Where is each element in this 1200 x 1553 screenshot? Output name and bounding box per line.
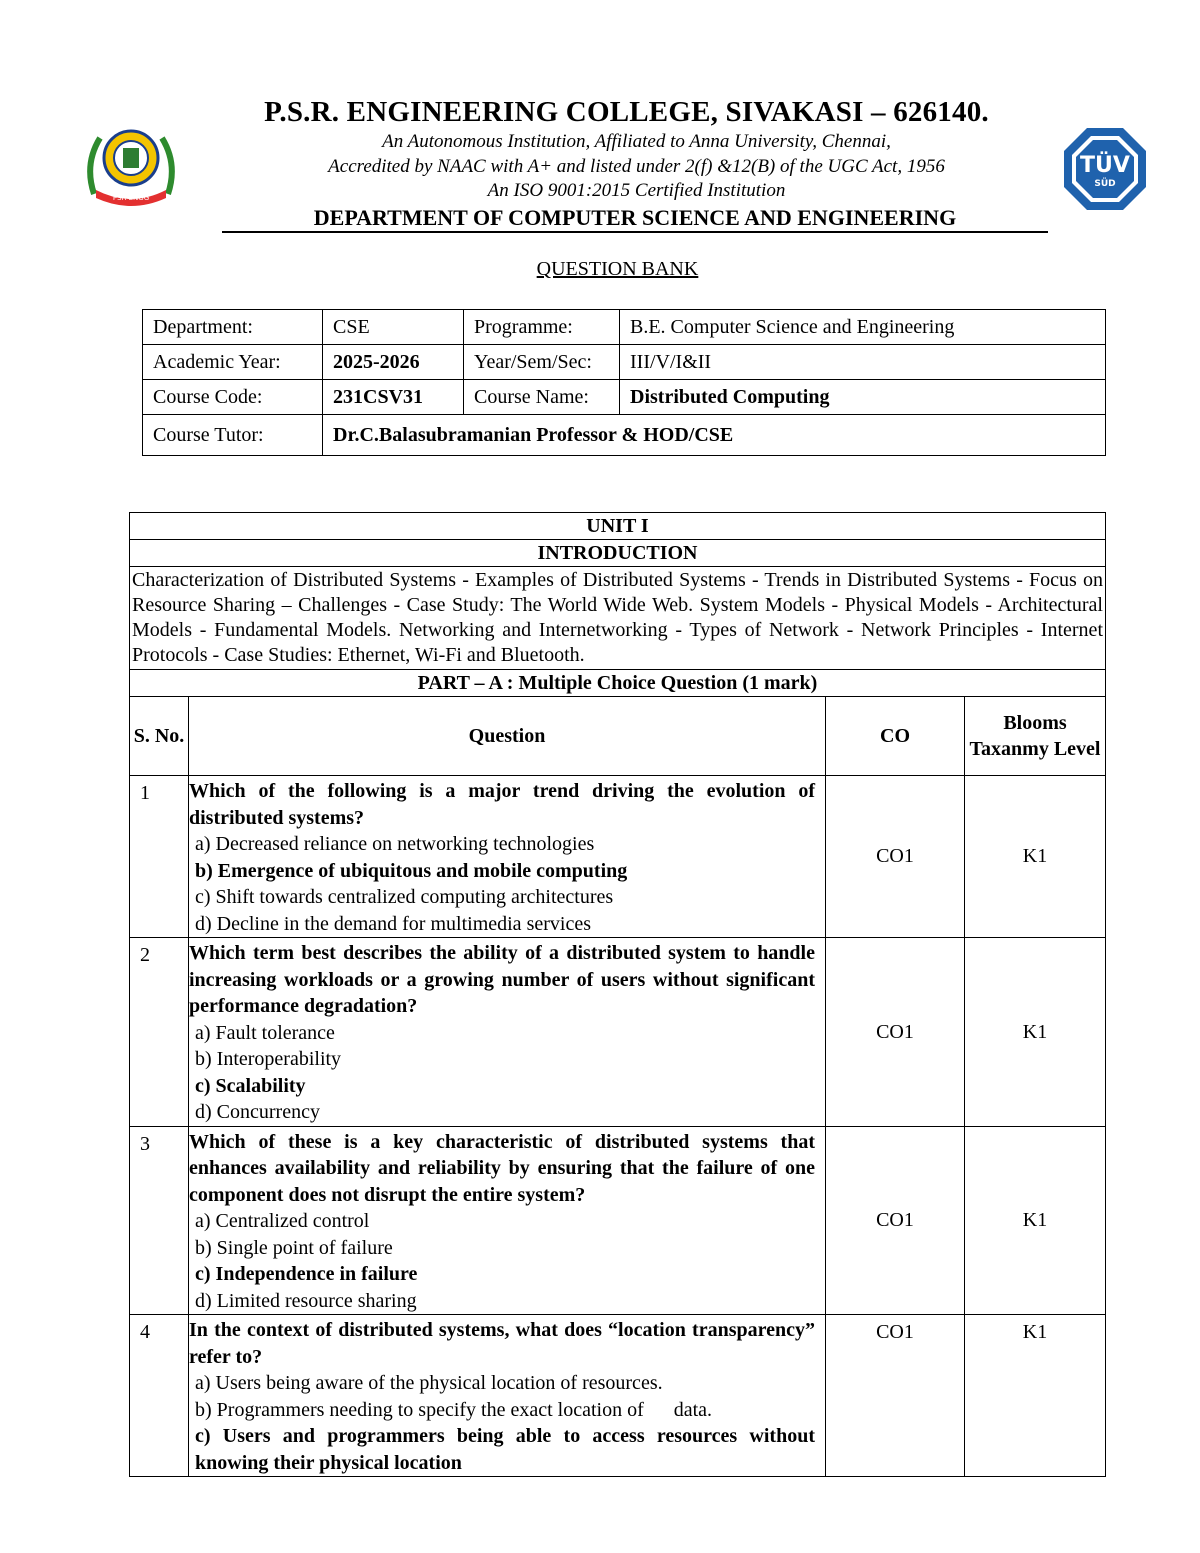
question-level: K1 <box>965 1315 1106 1477</box>
college-affiliation: An Autonomous Institution, Affiliated to Anna University, Chennai, <box>382 131 891 152</box>
svg-text:PSR ENGG: PSR ENGG <box>112 194 150 202</box>
option-c-correct: c) Independence in failure <box>195 1263 418 1285</box>
option-b-correct: b) Emergence of ubiquitous and mobile computing <box>195 859 628 882</box>
option-d: d) Limited resource sharing <box>195 1289 417 1312</box>
unit-title: INTRODUCTION <box>130 540 1106 567</box>
option-c: c) Shift towards centralized computing architectures <box>195 886 614 908</box>
question-text: Which of the following is a major trend driving the evolution of distributed systems? <box>189 780 815 829</box>
option-a: a) Users being aware of the physical location of resources. <box>195 1372 663 1394</box>
question-level: K1 <box>965 938 1106 1127</box>
info-row <box>143 415 1106 456</box>
info-value: Dr.C.Balasubramanian Professor & HOD/CSE <box>323 415 1106 456</box>
question-level: K1 <box>965 776 1106 938</box>
question-row <box>130 1126 1106 1315</box>
info-row <box>143 345 1106 380</box>
part-title: PART – A : Multiple Choice Question (1 mark) <box>130 670 1106 697</box>
question-row <box>130 938 1106 1127</box>
unit-number-row <box>130 513 1106 540</box>
col-blooms: Blooms Taxanmy Level <box>965 697 1106 776</box>
info-row <box>143 380 1106 415</box>
unit-question-table <box>129 512 1106 1477</box>
info-row <box>143 310 1106 345</box>
question-number: 4 <box>130 1315 189 1477</box>
option-b: b) Single point of failure <box>195 1236 393 1259</box>
info-label: Course Tutor: <box>143 415 323 456</box>
syllabus-row <box>130 567 1106 670</box>
part-row <box>130 670 1106 697</box>
question-co: CO1 <box>826 776 965 938</box>
course-info-table <box>142 309 1106 456</box>
col-co: CO <box>826 697 965 776</box>
unit-title-row <box>130 540 1106 567</box>
college-iso: An ISO 9001:2015 Certified Institution <box>487 180 786 201</box>
info-label: Programme: <box>464 310 620 345</box>
question-text: Which of these is a key characteristic of distributed systems that enhances availability and reliability by ensuring that the failure of one component does not disrupt the entire system? <box>189 1130 815 1206</box>
info-label: Department: <box>143 310 323 345</box>
college-accreditation: Accredited by NAAC with A+ and listed under 2(f) &12(B) of the UGC Act, 1956 <box>328 156 945 177</box>
question-number: 3 <box>130 1126 189 1315</box>
question-row <box>130 776 1106 938</box>
svg-text:SÜD: SÜD <box>1094 179 1116 189</box>
column-header-row <box>130 697 1106 776</box>
question-number: 2 <box>130 938 189 1127</box>
document-title: QUESTION BANK <box>536 258 699 280</box>
col-question: Question <box>189 697 826 776</box>
svg-text:TÜV: TÜV <box>1080 153 1130 178</box>
info-value: III/V/I&II <box>620 345 1106 380</box>
info-label: Year/Sem/Sec: <box>464 345 620 380</box>
info-label: Academic Year: <box>143 345 323 380</box>
info-value: 231CSV31 <box>323 380 464 415</box>
option-a: a) Centralized control <box>195 1210 370 1232</box>
info-label: Course Name: <box>464 380 620 415</box>
info-value: Distributed Computing <box>620 380 1106 415</box>
college-name: P.S.R. ENGINEERING COLLEGE, SIVAKASI – 626140. <box>264 96 989 128</box>
option-a: a) Fault tolerance <box>195 1021 335 1044</box>
question-text: Which term best describes the ability of a distributed system to handle increasing workloads or a growing number of users without significant performance degradation? <box>189 942 815 1017</box>
option-c-correct: c) Users and programmers being able to access resources without knowing their physical location <box>195 1425 815 1474</box>
info-value: 2025-2026 <box>323 345 464 380</box>
info-value: B.E. Computer Science and Engineering <box>620 310 1106 345</box>
unit-syllabus: Characterization of Distributed Systems - Examples of Distributed Systems - Trends in Distributed Systems - Focus on Resource Sharing – Challenges - Case Study: The World Wide Web. System Models - Physical Models - Architectural Models - Fundamental Models. Networking and Internetworking - Types of Network - Network Principles - Internet Protocols - Case Studies: Ethernet, Wi-Fi and Bluetooth. <box>130 567 1106 670</box>
question-co: CO1 <box>826 938 965 1127</box>
info-label: Course Code: <box>143 380 323 415</box>
question-co: CO1 <box>826 1126 965 1315</box>
option-c-correct: c) Scalability <box>195 1074 306 1097</box>
info-value: CSE <box>323 310 464 345</box>
department-title: DEPARTMENT OF COMPUTER SCIENCE AND ENGINEERING <box>222 204 1048 233</box>
unit-number: UNIT I <box>130 513 1106 540</box>
option-a: a) Decreased reliance on networking technologies <box>195 833 595 855</box>
question-co: CO1 <box>826 1315 965 1477</box>
option-d: d) Concurrency <box>195 1101 320 1123</box>
col-sno: S. No. <box>130 697 189 776</box>
option-b: b) Interoperability <box>195 1048 342 1070</box>
question-text: In the context of distributed systems, what does “location transparency” refer to? <box>189 1319 815 1368</box>
option-b: b) Programmers needing to specify the exact location of data. <box>195 1398 713 1421</box>
question-row <box>130 1315 1106 1477</box>
option-d: d) Decline in the demand for multimedia services <box>195 912 591 935</box>
question-number: 1 <box>130 776 189 938</box>
question-level: K1 <box>965 1126 1106 1315</box>
